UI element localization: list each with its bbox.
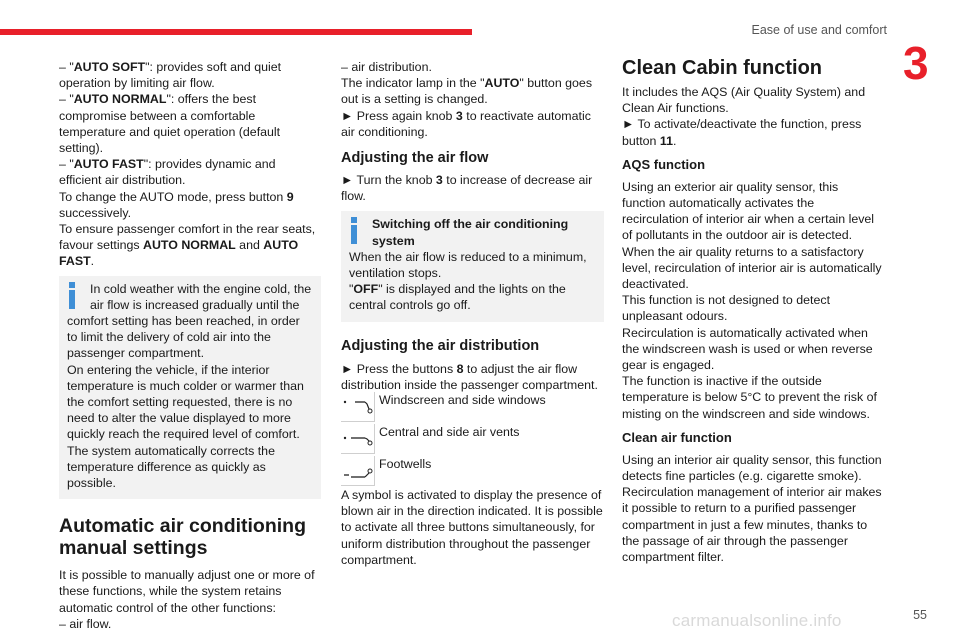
vents-airflow-icon [341, 424, 375, 454]
mode-vents [341, 424, 604, 456]
section-title: Ease of use and comfort [751, 23, 887, 37]
switch-off-note [341, 211, 604, 321]
reactivate-step: ► Press again knob 3 to reactivate automatic air conditioning. [341, 108, 591, 139]
switch-off-text: When the air flow is reduced to a minimum, ventilation stops. [349, 249, 587, 281]
clean-cabin-step: ► To activate/deactivate the function, press button 11. [622, 117, 862, 148]
auto-soft-item: – "AUTO SOFT": provides soft and quiet operation by limiting air flow. [59, 60, 282, 91]
note-intro: In cold weather with the engine cold, the air flow is increased gradually until the [90, 281, 312, 312]
aqs-text-5: The function is inactive if the outside temperature is below 5°C to prevent the risk of misting on the windscreen and side windows. [622, 374, 877, 421]
info-icon [68, 282, 76, 309]
footwell-airflow-icon [341, 456, 375, 486]
auto-normal-item: – "AUTO NORMAL": offers the best compromise between a comfortable temperature and quiet operation (default setting). [59, 92, 281, 156]
page-number: 55 [913, 608, 927, 622]
header-accent-bar [0, 29, 472, 35]
cold-weather-note [59, 276, 321, 500]
change-mode-text: To change the AUTO mode, press button 9 successively. [59, 189, 294, 220]
clean-air-text-1: Using an interior air quality sensor, this function detects fine particles (e.g. cigarette smoke). [622, 452, 882, 484]
note-rest: comfort setting has been reached, in order to limit the delivery of cold air into the passenger compartment. [67, 314, 300, 361]
rear-comfort-text: To ensure passenger comfort in the rear seats, favour settings AUTO NORMAL and AUTO FAST. [59, 222, 316, 269]
manual-distribution-item: – air distribution. [341, 60, 432, 74]
switch-off-display: "OFF" is displayed and the lights on the central controls go off. [349, 282, 566, 313]
auto-indicator-text: The indicator lamp in the "AUTO" button goes out is a setting is changed. [341, 76, 593, 107]
manual-settings-heading: Automatic air conditioning manual settings [59, 515, 306, 560]
air-distribution-heading: Adjusting the air distribution [341, 337, 540, 354]
chapter-number: 3 [903, 37, 929, 89]
info-icon [350, 217, 358, 244]
aqs-text-3: This function is not designed to detect unpleasant odours. [622, 293, 831, 324]
mode-vents-label: Central and side air vents [379, 425, 520, 440]
air-flow-step: ► Turn the knob 3 to increase of decrease air flow. [341, 173, 593, 204]
clean-air-text-2: Recirculation management of interior air makes it possible to return to a purified passenger compartment in just a few minutes, thanks to the passage of air through the passenger compartment filter. [622, 485, 882, 565]
manual-settings-intro: It is possible to manually adjust one or more of these functions, while the system retains automatic control of the other functions: [59, 568, 315, 615]
column-3 [622, 59, 884, 565]
air-distribution-step: ► Press the buttons 8 to adjust the air flow distribution inside the passenger compartment. [341, 361, 598, 392]
windscreen-airflow-icon [341, 392, 375, 422]
switch-off-title: Switching off the air conditioning system [372, 217, 569, 248]
column-2 [341, 59, 604, 568]
watermark: carmanualsonline.info [672, 611, 842, 630]
note-entering: On entering the vehicle, if the interior temperature is much colder or warmer than the comfort setting requested, there is no need to alter the value displayed to more quickly reach the required level of comfort. [67, 362, 304, 442]
mode-windscreen-label: Windscreen and side windows [379, 393, 546, 408]
air-flow-heading: Adjusting the air flow [341, 150, 489, 167]
aqs-heading: AQS function [622, 156, 706, 172]
manual-air-flow-item: – air flow. [59, 616, 112, 631]
auto-fast-item: – "AUTO FAST": provides dynamic and efficient air distribution. [59, 157, 276, 188]
symbol-explanation: A symbol is activated to display the presence of blown air in the direction indicated. It is possible to activate all three buttons simultaneously, for uniform distribution throughout the passenger compartment. [341, 488, 603, 567]
clean-air-heading: Clean air function [622, 429, 732, 445]
note-correction: The system automatically corrects the temperature difference as quickly as possible. [67, 443, 275, 491]
clean-cabin-heading: Clean Cabin function [622, 57, 822, 79]
clean-cabin-intro: It includes the AQS (Air Quality System) and Clean Air functions. [622, 85, 866, 116]
mode-footwells [341, 456, 604, 488]
mode-windscreen [341, 392, 604, 424]
column-1 [59, 59, 321, 632]
aqs-text-2: When the air quality returns to a satisfactory level, recirculation of interior air is automatically deactivated. [622, 244, 882, 292]
aqs-text-4: Recirculation is automatically activated when the windscreen wash is used or when reverse gear is engaged. [622, 325, 873, 373]
aqs-text-1: Using an exterior air quality sensor, this function automatically activates the recirculation of interior air when a certain level of pollutants in the outdoor air is detected. [622, 179, 875, 243]
mode-footwells-label: Footwells [379, 457, 432, 472]
